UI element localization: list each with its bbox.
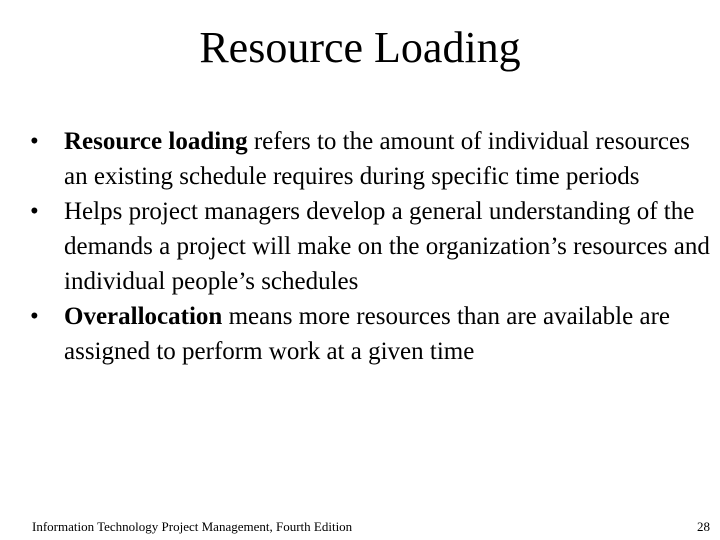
footer-source: Information Technology Project Management, Fourth Edition — [32, 519, 353, 534]
bullet-icon: • — [30, 198, 39, 225]
slide-title: Resource Loading — [199, 23, 521, 72]
bullet-list — [30, 124, 710, 369]
bullet-item-overallocation — [30, 299, 710, 369]
bullet-item-resource-loading — [30, 124, 710, 194]
bullet-term: Overallocation — [64, 303, 223, 330]
bullet-icon: • — [30, 303, 39, 330]
page-number: 28 — [697, 519, 710, 534]
bullet-text: means more resources than are available are assigned to perform work at a given time — [64, 303, 670, 365]
bullet-term: Resource loading — [64, 128, 248, 155]
bullet-icon: • — [30, 128, 39, 155]
bullet-text: Helps project managers develop a general understanding of the demands a project will make on the organization’s resources and individual people’s schedules — [64, 198, 710, 295]
bullet-item-helps-project-managers — [30, 194, 710, 299]
bullet-text: refers to the amount of individual resources an existing schedule requires during specific time periods — [64, 128, 690, 190]
